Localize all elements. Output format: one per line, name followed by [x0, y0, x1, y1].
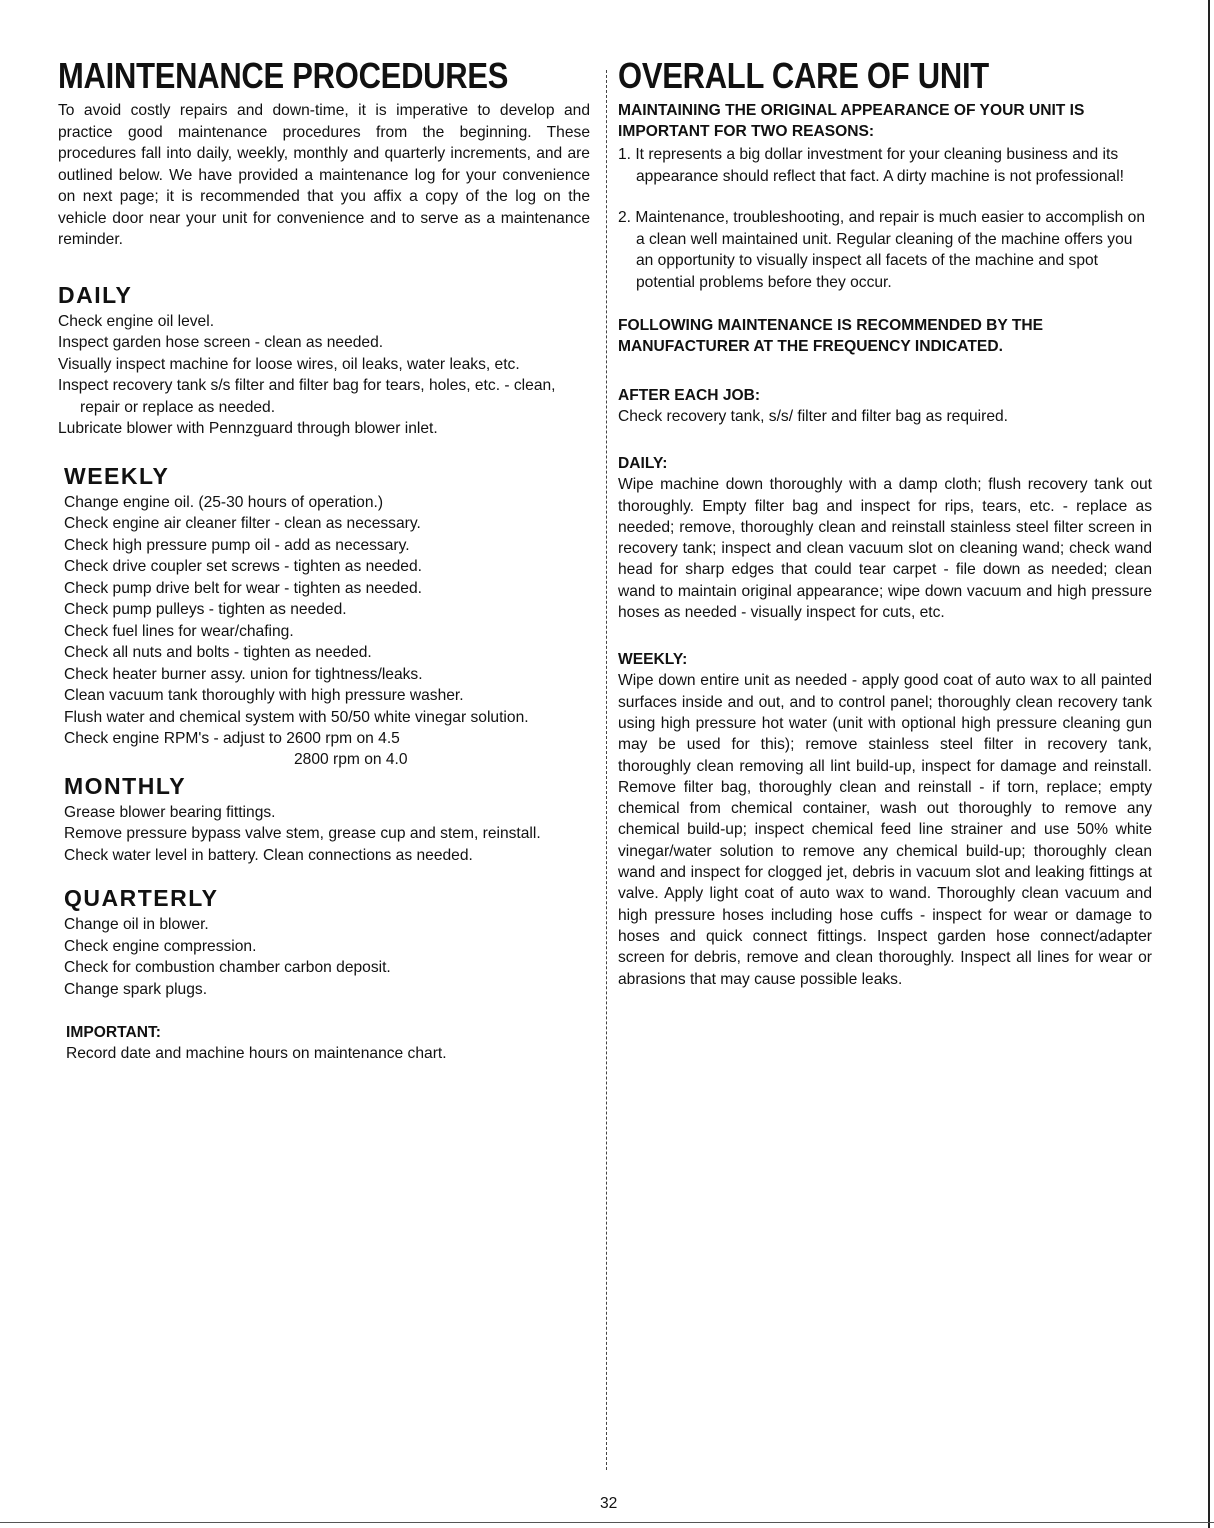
- list-item: Check pump drive belt for wear - tighten as needed.: [64, 579, 422, 597]
- list-item: 1. It represents a big dollar investment for your cleaning business and its appearance should reflect that fact. A dirty machine is not professional!: [618, 146, 1125, 185]
- list-item: Check for combustion chamber carbon deposit.: [64, 959, 391, 976]
- list-item: Check fuel lines for wear/chafing.: [64, 622, 294, 640]
- list-item: Check pump pulleys - tighten as needed.: [64, 601, 347, 618]
- list-item: Lubricate blower with Pennzguard through blower inlet.: [58, 420, 438, 437]
- list-item: Check heater burner assy. union for tightness/leaks.: [64, 665, 423, 683]
- monthly-list: [64, 802, 590, 867]
- page-edge-bottom: [0, 1522, 1214, 1523]
- list-item: Check engine compression.: [64, 937, 257, 955]
- list-item: Grease blower bearing fittings.: [64, 803, 276, 821]
- rpm-secondary-line: 2800 rpm on 4.0: [294, 750, 408, 768]
- intro-paragraph: To avoid costly repairs and down-time, it is imperative to develop and practice good maintenance procedures from the beginning. These procedures fall into daily, weekly, monthly and quarterly increments, and are outlined below. We have provided a maintenance log for your convenience on next page; it is recommended that you affix a copy of the log on the vehicle door near your unit for convenience and to serve as a maintenance reminder.: [58, 102, 590, 248]
- list-item: Check engine RPM's - adjust to 2600 rpm on 4.5: [64, 730, 400, 747]
- list-item: Inspect garden hose screen - clean as needed.: [58, 334, 384, 351]
- care-weekly-text: Wipe down entire unit as needed - apply good coat of auto wax to all painted surfaces inside and out, and to control panel; thoroughly clean recovery tank using high pressure hot water (unit with optional high pressure cleaning gun may be used for this); remove stainless steel filter in recovery tank, thoroughly clean removing all lint build-up, inspect for damage and reinstall. Remove filter bag, thoroughly clean and reinstall - if torn, replace; empty chemical from chemical container, wash out thoroughly to remove any chemical build-up; inspect chemical feed line strainer and use 50% white vinegar/water solution to remove any chemical build-up; thoroughly clean wand and inspect for clogged jet, debris in vacuum slot and leaking fittings at valve. Apply light coat of auto wax to wand. Thoroughly clean vacuum and high pressure hoses including hose cuffs - inspect for wear or damage to hoses and quick connect fittings. Inspect garden hose connect/adapter screen for debris, remove and clean thoroughly. Inspect all lines for wear or abrasions that may cause possible leaks.: [618, 672, 1152, 988]
- daily-heading: DAILY: [58, 281, 133, 308]
- page-edge-right: [1208, 0, 1210, 1528]
- appearance-subtitle: MAINTAINING THE ORIGINAL APPEARANCE OF YOUR UNIT IS IMPORTANT FOR TWO REASONS:: [618, 102, 1085, 140]
- care-daily-label: DAILY:: [618, 455, 668, 473]
- list-item: Check all nuts and bolts - tighten as needed.: [64, 644, 372, 661]
- list-item: Inspect recovery tank s/s filter and filter bag for tears, holes, etc. - clean, repair or replace as needed.: [58, 377, 556, 416]
- left-column: [58, 54, 590, 1065]
- list-item: Check water level in battery. Clean connections as needed.: [64, 846, 473, 864]
- daily-list: [58, 311, 590, 440]
- weekly-list: [64, 492, 590, 750]
- quarterly-list: [64, 914, 590, 1000]
- list-item: Check engine oil level.: [58, 312, 215, 330]
- care-daily-text: Wipe machine down thoroughly with a damp cloth; flush recovery tank out thoroughly. Empty filter bag and inspect for rips, tears, etc. - replace as needed; remove, thoroughly clean and reinstall stainless steel filter screen in recovery tank; inspect and clean vacuum slot on cleaning wand; check wand head for sharp edges that could tear carpet - file down as needed; clean wand to maintain original appearance; wipe down vacuum and high pressure hoses as needed - visually inspect for cuts, etc.: [618, 476, 1152, 622]
- overall-care-title: OVERALL CARE OF UNIT: [618, 55, 989, 96]
- reasons-list: [618, 144, 1152, 293]
- list-item: Change spark plugs.: [64, 980, 208, 998]
- list-item: Clean vacuum tank thoroughly with high pressure washer.: [64, 687, 464, 704]
- after-each-job-text: Check recovery tank, s/s/ filter and filter bag as required.: [618, 408, 1009, 425]
- care-weekly-label: WEEKLY:: [618, 651, 688, 669]
- right-column: [618, 54, 1152, 990]
- list-item: Flush water and chemical system with 50/50 white vinegar solution.: [64, 708, 529, 726]
- after-each-job-label: AFTER EACH JOB:: [618, 387, 761, 404]
- maintenance-procedures-title: MAINTENANCE PROCEDURES: [58, 55, 509, 96]
- list-item: Check drive coupler set screws - tighten as needed.: [64, 558, 422, 575]
- important-text: Record date and machine hours on maintenance chart.: [66, 1045, 447, 1062]
- list-item: Change engine oil. (25-30 hours of operation.): [64, 493, 384, 511]
- page-number: 32: [600, 1495, 618, 1512]
- list-item: Change oil in blower.: [64, 916, 209, 933]
- list-item: Visually inspect machine for loose wires, oil leaks, water leaks, etc.: [58, 355, 520, 373]
- list-item: Check engine air cleaner filter - clean as necessary.: [64, 515, 421, 532]
- column-divider: [606, 70, 607, 1470]
- weekly-heading: WEEKLY: [64, 462, 170, 489]
- quarterly-heading: QUARTERLY: [64, 885, 219, 911]
- important-label: IMPORTANT:: [66, 1024, 161, 1041]
- recommendation-heading: FOLLOWING MAINTENANCE IS RECOMMENDED BY THE MANUFACTURER AT THE FREQUENCY INDICATED.: [618, 317, 1044, 355]
- list-item: Remove pressure bypass valve stem, grease cup and stem, reinstall.: [64, 825, 541, 842]
- monthly-heading: MONTHLY: [64, 772, 187, 799]
- list-item: 2. Maintenance, troubleshooting, and repair is much easier to accomplish on a clean well maintained unit. Regular cleaning of the machine offers you an opportunity to visually inspect all facets of the machine and spot potential problems before they occur.: [618, 209, 1146, 291]
- list-item: Check high pressure pump oil - add as necessary.: [64, 536, 410, 554]
